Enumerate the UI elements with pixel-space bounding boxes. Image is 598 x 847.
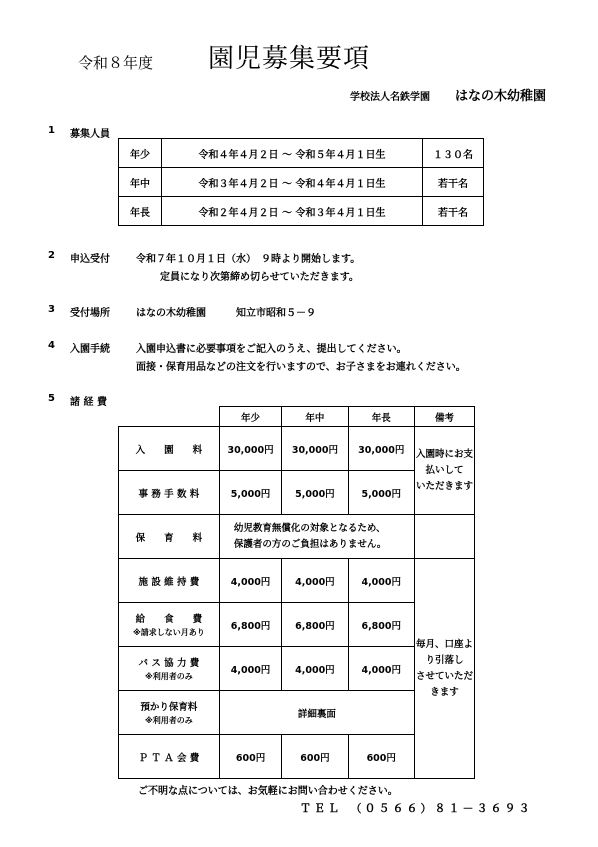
phone-number: ＴＥＬ （０５６６）８１－３６９３ [300,802,533,815]
fees-table [118,406,475,779]
section-label: 受付場所 [70,308,110,319]
fee-value: 5,000円 [282,471,348,515]
fee-value: 600円 [219,735,281,779]
location-place: はなの木幼稚園 [136,308,206,319]
table-row [119,427,475,471]
procedure-line-2: 面接・保育用品などの注文を行いますので、お子さまをお連れください。 [136,362,466,373]
remarks-cell [414,559,474,779]
fee-value: 4,000円 [348,559,414,603]
section-number: 1 [48,125,55,136]
remarks-line: 毎月、口座より引落し [415,638,473,666]
fee-sub-note: ※請求しない月あり [133,628,205,637]
fee-label: 施 設 維 持 費 [119,559,220,603]
empty-corner-cell [119,407,220,427]
fee-value: 4,000円 [282,647,348,691]
remarks-line: いただきます [415,480,473,492]
fee-value: 5,000円 [219,471,281,515]
fee-label-cell [119,691,220,735]
location-address: 知立市昭和５－９ [236,308,316,319]
page-title: 園児募集要項 [208,44,371,74]
application-close-note: 定員になり次第締め切らせていただきます。 [160,272,359,283]
birth-range-cell: 令和３年４月２日 ～ 令和４年４月１日生 [162,168,423,197]
fee-value: 30,000円 [219,427,281,471]
grade-cell: 年中 [119,168,162,197]
fee-label: 預かり保育料 [140,702,198,713]
remarks-line: 入園時にお支払いして [415,448,473,476]
enrollment-table [118,138,484,226]
remarks-cell-empty [414,515,474,559]
table-header-row [119,407,475,427]
fee-value: 4,000円 [219,559,281,603]
table-row [119,139,484,168]
fee-label-cell [119,647,220,691]
school-corporation: 学校法人名鉄学園 [350,92,430,103]
fee-value: 30,000円 [282,427,348,471]
application-start: 令和７年１０月１日（水） ９時より開始します。 [136,254,361,265]
inquiry-note: ご不明な点については、お気軽にお問い合わせください。 [138,786,398,797]
remarks-cell [414,427,474,515]
childcare-fee-note [219,515,414,559]
fee-label: 入 園 料 [119,427,220,471]
fee-label: 給 食 費 [135,614,203,625]
grade-cell: 年少 [119,139,162,168]
table-row [119,197,484,226]
fee-label: 事 務 手 数 料 [119,471,220,515]
fee-value: 30,000円 [348,427,414,471]
fee-value: 4,000円 [282,559,348,603]
grade-cell: 年長 [119,197,162,226]
remarks-line: させていただきます [415,670,473,698]
section-number: 2 [48,250,55,261]
table-row [119,515,475,559]
fee-value: 6,800円 [282,603,348,647]
table-row [119,168,484,197]
procedure-line-1: 入園申込書に必要事項をご記入のうえ、提出してください。 [136,344,407,355]
capacity-cell: １３０名 [423,139,484,168]
column-header: 年長 [348,407,414,427]
fee-sub-note: ※利用者のみ [145,672,193,681]
fiscal-year: 令和８年度 [78,54,154,72]
fee-value: 5,000円 [348,471,414,515]
section-label: 申込受付 [70,254,110,265]
fee-sub-note: ※利用者のみ [145,716,193,725]
fee-value: 600円 [282,735,348,779]
fee-value: 4,000円 [348,647,414,691]
table-row [119,559,475,603]
birth-range-cell: 令和２年４月２日 ～ 令和３年４月１日生 [162,197,423,226]
school-name: はなの木幼稚園 [455,89,547,104]
capacity-cell: 若干名 [423,168,484,197]
fee-value: 6,800円 [219,603,281,647]
section-number: 3 [48,304,55,315]
fee-label-cell [119,603,220,647]
fee-label: 保 育 料 [119,515,220,559]
fee-label: Ｐ Ｔ Ａ 会 費 [119,735,220,779]
column-header: 年少 [219,407,281,427]
section-label: 諸 経 費 [70,397,107,408]
fee-value: 6,800円 [348,603,414,647]
column-header: 備考 [414,407,474,427]
capacity-cell: 若干名 [423,197,484,226]
fee-value: 4,000円 [219,647,281,691]
fee-label: バ ス 協 力 費 [138,658,200,669]
section-label: 募集人員 [70,129,110,140]
childcare-note-line: 保護者の方のご負担はありません。 [233,538,387,550]
fee-value: 600円 [348,735,414,779]
section-number: 5 [48,393,55,404]
section-label: 入園手続 [70,344,110,355]
birth-range-cell: 令和４年４月２日 ～ 令和５年４月１日生 [162,139,423,168]
column-header: 年中 [282,407,348,427]
section-number: 4 [48,340,55,351]
after-care-detail: 詳細裏面 [219,691,414,735]
childcare-note-line: 幼児教育無償化の対象となるため、 [233,522,386,534]
